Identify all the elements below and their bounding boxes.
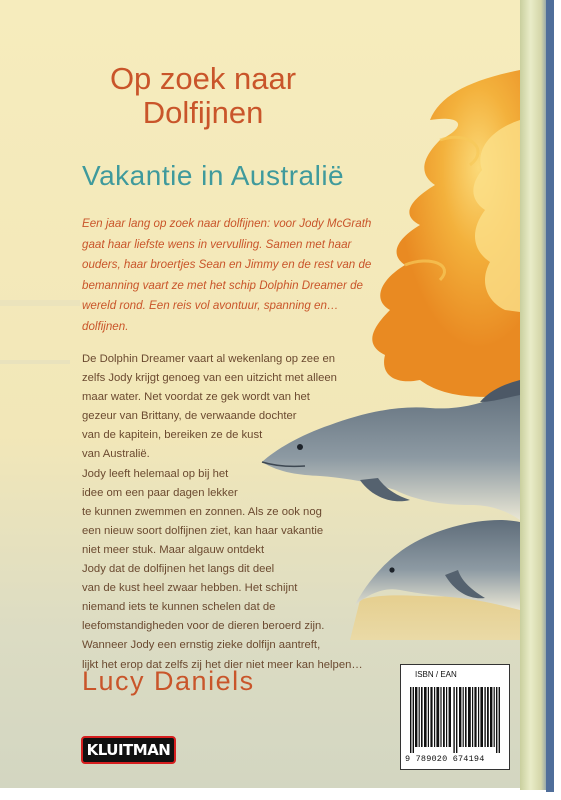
intro-line: gaat haar liefste wens in vervulling. Samen met haar	[82, 237, 352, 251]
intro-blurb	[82, 214, 417, 337]
intro-line: bemanning vaart ze met het schip Dolphin Dreamer de	[82, 278, 363, 292]
barcode-label: ISBN / EAN	[415, 670, 457, 679]
synopsis-line: niet meer stuk. Maar algauw ontdekt	[82, 543, 265, 556]
intro-line: Een jaar lang op zoek naar dolfijnen: voor Jody McGrath	[82, 217, 372, 230]
intro-line: dolfijnen.	[82, 319, 129, 333]
synopsis-line: gezeur van Brittany, de verwaande dochter	[82, 410, 297, 423]
synopsis-line: maar water. Net voordat ze gek wordt van het	[82, 391, 310, 404]
spine-edge	[546, 0, 554, 792]
synopsis-line: De Dolphin Dreamer vaart al wekenlang op zee en	[82, 353, 336, 365]
intro-line: wereld rond. Een reis vol avontuur, spanning en…	[82, 299, 339, 312]
synopsis-line: een nieuw soort dolfijnen ziet, kan haar vakantie	[82, 524, 324, 537]
title-line-1: Op zoek naar	[109, 61, 297, 96]
book-subtitle: Vakantie in Australië	[82, 160, 345, 191]
synopsis-line: idee om een paar dagen lekker	[82, 486, 238, 499]
synopsis-line: te kunnen zwemmen en zonnen. Als ze ook nog	[82, 505, 322, 518]
synopsis-text	[82, 350, 363, 675]
intro-line: ouders, haar broertjes Sean en Jimmy en de rest van de	[82, 258, 372, 271]
title-line-2: Dolfijnen	[142, 95, 264, 130]
kluitman-logo: KLUITMAN	[81, 736, 176, 764]
barcode-sticker	[400, 664, 510, 770]
synopsis-line: zelfs Jody krijgt genoeg van een uitzicht met alleen	[82, 372, 337, 385]
synopsis-line: Jody dat de dolfijnen het langs dit deel	[82, 563, 275, 576]
synopsis-line: van de kapitein, bereiken ze de kust	[82, 429, 263, 442]
synopsis-line: lijkt het erop dat zelfs zij het dier niet meer kan helpen…	[82, 658, 363, 671]
author-name: Lucy Daniels	[82, 666, 255, 696]
barcode-icon	[410, 687, 500, 753]
synopsis-line: Jody leeft helemaal op bij het	[82, 467, 229, 480]
synopsis-line: niemand iets te kunnen schelen dat de	[82, 601, 276, 614]
synopsis-line: van de kust heel zwaar hebben. Het schijnt	[82, 582, 298, 595]
barcode-number: 9 789020 674194	[405, 754, 485, 764]
synopsis-line: Wanneer Jody een ernstig zieke dolfijn aantreft,	[82, 639, 321, 652]
synopsis-line: van Australië.	[82, 448, 150, 461]
synopsis-line: leefomstandigheden voor de dieren beroerd zijn.	[82, 620, 325, 633]
book-title	[83, 62, 323, 130]
